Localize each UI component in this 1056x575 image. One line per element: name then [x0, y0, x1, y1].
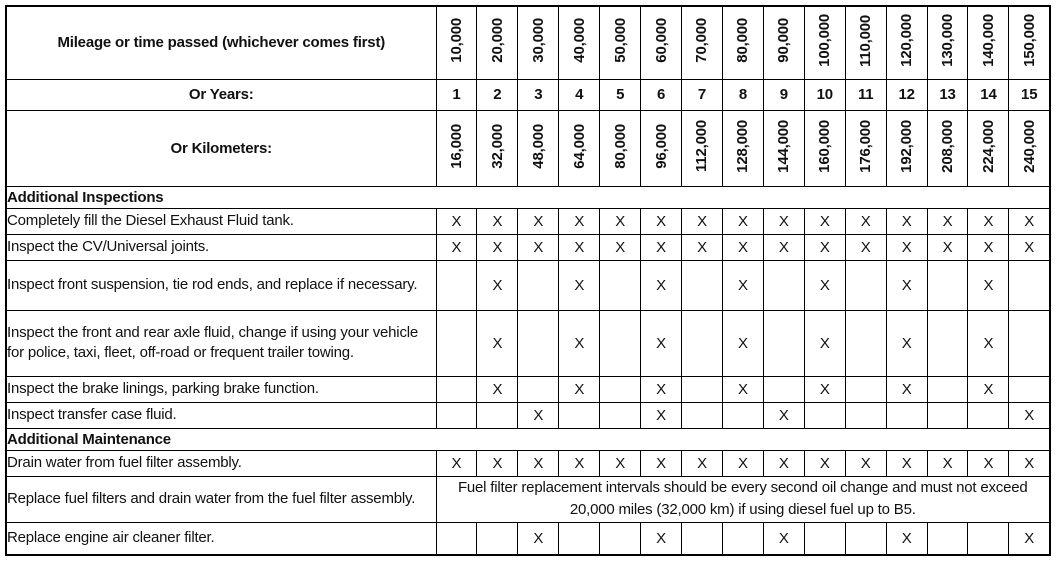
interval-mark-cell: X: [886, 260, 927, 310]
interval-mark-cell: X: [641, 208, 682, 234]
interval-mark-cell: X: [722, 208, 763, 234]
interval-mark-cell: [600, 522, 641, 555]
interval-mark-cell: X: [1009, 450, 1050, 476]
interval-mark-cell: X: [559, 450, 600, 476]
table-row: [6, 310, 1050, 376]
interval-mark-cell: [477, 522, 518, 555]
kilometer-column-header: [436, 110, 477, 186]
kilometer-column-header: [600, 110, 641, 186]
interval-mark-cell: [436, 310, 477, 376]
interval-mark-cell: X: [1009, 208, 1050, 234]
mileage-column-header: [804, 6, 845, 79]
year-value-cell: 8: [722, 79, 763, 110]
interval-mark-cell: X: [518, 208, 559, 234]
section-title: Additional Inspections: [6, 186, 1050, 208]
kilometer-column-header: [1009, 110, 1050, 186]
interval-mark-cell: X: [804, 208, 845, 234]
interval-mark-cell: [600, 402, 641, 428]
kilometer-value-rotated: 48,000: [529, 123, 547, 169]
year-value-cell: 5: [600, 79, 641, 110]
interval-mark-cell: [845, 260, 886, 310]
mileage-value-rotated: 30,000: [529, 18, 547, 64]
year-value-cell: 6: [641, 79, 682, 110]
interval-mark-cell: X: [886, 522, 927, 555]
year-value-cell: 9: [763, 79, 804, 110]
year-value-cell: 4: [559, 79, 600, 110]
interval-mark-cell: X: [722, 376, 763, 402]
interval-mark-cell: [477, 402, 518, 428]
interval-mark-cell: X: [804, 376, 845, 402]
interval-mark-cell: X: [477, 310, 518, 376]
interval-mark-cell: [763, 260, 804, 310]
interval-mark-cell: X: [763, 402, 804, 428]
interval-mark-cell: [518, 376, 559, 402]
kilometer-value-rotated: 64,000: [570, 123, 588, 169]
interval-mark-cell: X: [845, 208, 886, 234]
interval-mark-cell: X: [518, 450, 559, 476]
interval-mark-cell: [845, 402, 886, 428]
interval-mark-cell: X: [845, 450, 886, 476]
kilometer-value-rotated: 128,000: [734, 119, 752, 173]
interval-mark-cell: [682, 402, 723, 428]
task-label: Inspect the brake linings, parking brake function.: [6, 376, 436, 402]
interval-mark-cell: X: [600, 450, 641, 476]
section-header-row: [6, 428, 1050, 450]
interval-mark-cell: [927, 310, 968, 376]
section-header-row: [6, 186, 1050, 208]
interval-mark-cell: [436, 260, 477, 310]
interval-mark-cell: [927, 522, 968, 555]
year-value-cell: 2: [477, 79, 518, 110]
interval-mark-cell: X: [804, 310, 845, 376]
interval-mark-cell: X: [968, 234, 1009, 260]
maintenance-schedule-table: [5, 5, 1051, 556]
table-row: [6, 450, 1050, 476]
task-label: Drain water from fuel filter assembly.: [6, 450, 436, 476]
interval-mark-cell: X: [886, 450, 927, 476]
mileage-value-rotated: 140,000: [979, 14, 997, 68]
kilometer-column-header: [886, 110, 927, 186]
interval-mark-cell: X: [763, 234, 804, 260]
interval-mark-cell: [559, 402, 600, 428]
mileage-column-header: [477, 6, 518, 79]
kilometer-column-header: [682, 110, 723, 186]
interval-mark-cell: [968, 402, 1009, 428]
interval-mark-cell: X: [968, 310, 1009, 376]
task-label: Inspect the front and rear axle fluid, change if using your vehicle for police, taxi, fleet, off-road or frequent trailer towing.: [6, 310, 436, 376]
kilometer-column-header: [477, 110, 518, 186]
interval-mark-cell: [845, 310, 886, 376]
section-title: Additional Maintenance: [6, 428, 1050, 450]
mileage-value-rotated: 150,000: [1020, 14, 1038, 68]
year-value-cell: 13: [927, 79, 968, 110]
interval-mark-cell: X: [682, 234, 723, 260]
mileage-column-header: [518, 6, 559, 79]
interval-mark-cell: X: [722, 234, 763, 260]
interval-mark-cell: X: [641, 310, 682, 376]
interval-mark-cell: X: [886, 208, 927, 234]
mileage-value-rotated: 100,000: [816, 14, 834, 68]
task-label: Inspect front suspension, tie rod ends, and replace if necessary.: [6, 260, 436, 310]
kilometer-column-header: [559, 110, 600, 186]
interval-mark-cell: X: [641, 522, 682, 555]
mileage-value-rotated: 80,000: [734, 18, 752, 64]
interval-mark-cell: X: [886, 310, 927, 376]
kilometer-column-header: [763, 110, 804, 186]
interval-mark-cell: X: [804, 234, 845, 260]
mileage-value-rotated: 40,000: [570, 18, 588, 64]
interval-mark-cell: X: [722, 310, 763, 376]
mileage-value-rotated: 120,000: [898, 14, 916, 68]
mileage-column-header: [845, 6, 886, 79]
year-value-cell: 10: [804, 79, 845, 110]
interval-mark-cell: X: [477, 260, 518, 310]
task-label: Inspect the CV/Universal joints.: [6, 234, 436, 260]
interval-mark-cell: [927, 376, 968, 402]
interval-mark-cell: X: [763, 208, 804, 234]
kilometer-value-rotated: 192,000: [898, 119, 916, 173]
kilometer-column-header: [518, 110, 559, 186]
interval-mark-cell: [886, 402, 927, 428]
interval-mark-cell: X: [927, 450, 968, 476]
interval-mark-cell: X: [436, 450, 477, 476]
table-row: [6, 476, 1050, 522]
interval-mark-cell: X: [927, 234, 968, 260]
interval-mark-cell: X: [477, 208, 518, 234]
table-row: [6, 376, 1050, 402]
interval-mark-cell: [1009, 310, 1050, 376]
mileage-value-rotated: 110,000: [857, 14, 875, 67]
interval-mark-cell: X: [559, 376, 600, 402]
interval-mark-cell: X: [641, 234, 682, 260]
interval-mark-cell: X: [641, 402, 682, 428]
mileage-column-header: [927, 6, 968, 79]
mileage-value-rotated: 130,000: [939, 14, 957, 68]
interval-mark-cell: [436, 376, 477, 402]
kilometer-column-header: [845, 110, 886, 186]
kilometers-header-label: Or Kilometers:: [6, 110, 436, 186]
interval-mark-cell: [722, 522, 763, 555]
interval-mark-cell: X: [518, 234, 559, 260]
year-value-cell: 15: [1009, 79, 1050, 110]
kilometer-column-header: [968, 110, 1009, 186]
interval-mark-cell: [763, 310, 804, 376]
task-label: Replace engine air cleaner filter.: [6, 522, 436, 555]
interval-mark-cell: [600, 310, 641, 376]
interval-mark-cell: [1009, 376, 1050, 402]
mileage-column-header: [600, 6, 641, 79]
interval-mark-cell: X: [968, 450, 1009, 476]
table-row: [6, 234, 1050, 260]
mileage-value-rotated: 90,000: [775, 18, 793, 64]
interval-mark-cell: X: [968, 376, 1009, 402]
mileage-value-rotated: 60,000: [652, 18, 670, 64]
interval-mark-cell: X: [600, 208, 641, 234]
interval-mark-cell: [1009, 260, 1050, 310]
kilometer-value-rotated: 208,000: [939, 119, 957, 173]
mileage-column-header: [968, 6, 1009, 79]
kilometer-value-rotated: 112,000: [693, 120, 711, 172]
interval-mark-cell: [436, 402, 477, 428]
mileage-column-header: [682, 6, 723, 79]
mileage-column-header: [886, 6, 927, 79]
interval-mark-cell: X: [436, 208, 477, 234]
interval-mark-cell: [518, 260, 559, 310]
interval-mark-cell: X: [641, 376, 682, 402]
interval-mark-cell: X: [641, 260, 682, 310]
interval-mark-cell: X: [436, 234, 477, 260]
kilometer-column-header: [804, 110, 845, 186]
task-label: Completely fill the Diesel Exhaust Fluid tank.: [6, 208, 436, 234]
mileage-column-header: [1009, 6, 1050, 79]
mileage-column-header: [763, 6, 804, 79]
interval-mark-cell: [436, 522, 477, 555]
kilometer-column-header: [722, 110, 763, 186]
interval-mark-cell: [682, 310, 723, 376]
kilometer-value-rotated: 224,000: [979, 119, 997, 173]
task-label: Inspect transfer case fluid.: [6, 402, 436, 428]
year-value-cell: 7: [682, 79, 723, 110]
interval-mark-cell: X: [722, 260, 763, 310]
interval-mark-cell: [722, 402, 763, 428]
interval-mark-cell: X: [927, 208, 968, 234]
mileage-column-header: [722, 6, 763, 79]
kilometer-value-rotated: 96,000: [652, 123, 670, 169]
mileage-value-rotated: 70,000: [693, 18, 711, 64]
interval-mark-cell: X: [968, 260, 1009, 310]
mileage-value-rotated: 50,000: [611, 18, 629, 64]
year-value-cell: 1: [436, 79, 477, 110]
kilometer-column-header: [927, 110, 968, 186]
interval-mark-cell: X: [886, 234, 927, 260]
table-row: [6, 522, 1050, 555]
table-row: [6, 208, 1050, 234]
interval-mark-cell: [682, 522, 723, 555]
interval-mark-cell: X: [763, 522, 804, 555]
interval-mark-cell: X: [559, 208, 600, 234]
kilometer-value-rotated: 160,000: [816, 119, 834, 173]
header-row-years: [6, 79, 1050, 110]
interval-mark-cell: X: [518, 522, 559, 555]
mileage-column-header: [641, 6, 682, 79]
interval-mark-cell: [845, 376, 886, 402]
interval-mark-cell: [845, 522, 886, 555]
interval-mark-cell: X: [559, 234, 600, 260]
interval-mark-cell: X: [804, 450, 845, 476]
interval-mark-cell: [559, 522, 600, 555]
kilometer-value-rotated: 176,000: [857, 119, 875, 173]
interval-mark-cell: X: [477, 234, 518, 260]
interval-mark-cell: [927, 260, 968, 310]
interval-mark-cell: X: [722, 450, 763, 476]
fuel-filter-note: Fuel filter replacement intervals should be every second oil change and must not exceed 20,000 miles (32,000 km) if using diesel fuel up to B5.: [436, 476, 1050, 522]
interval-mark-cell: [682, 376, 723, 402]
years-header-label: Or Years:: [6, 79, 436, 110]
interval-mark-cell: [927, 402, 968, 428]
interval-mark-cell: [682, 260, 723, 310]
header-row-kilometers: [6, 110, 1050, 186]
year-value-cell: 14: [968, 79, 1009, 110]
table-row: [6, 260, 1050, 310]
interval-mark-cell: X: [1009, 234, 1050, 260]
interval-mark-cell: X: [682, 450, 723, 476]
kilometer-column-header: [641, 110, 682, 186]
interval-mark-cell: X: [886, 376, 927, 402]
mileage-header-label: Mileage or time passed (whichever comes first): [6, 6, 436, 79]
interval-mark-cell: X: [477, 450, 518, 476]
interval-mark-cell: [518, 310, 559, 376]
interval-mark-cell: [804, 522, 845, 555]
year-value-cell: 12: [886, 79, 927, 110]
interval-mark-cell: X: [804, 260, 845, 310]
kilometer-value-rotated: 240,000: [1020, 119, 1038, 173]
interval-mark-cell: X: [1009, 522, 1050, 555]
interval-mark-cell: X: [559, 310, 600, 376]
interval-mark-cell: X: [518, 402, 559, 428]
kilometer-value-rotated: 144,000: [775, 119, 793, 173]
interval-mark-cell: [763, 376, 804, 402]
interval-mark-cell: X: [1009, 402, 1050, 428]
mileage-value-rotated: 10,000: [447, 18, 465, 64]
header-row-mileage: [6, 6, 1050, 79]
year-value-cell: 11: [845, 79, 886, 110]
interval-mark-cell: [600, 376, 641, 402]
interval-mark-cell: X: [845, 234, 886, 260]
kilometer-value-rotated: 32,000: [488, 123, 506, 169]
interval-mark-cell: [804, 402, 845, 428]
year-value-cell: 3: [518, 79, 559, 110]
table-row: [6, 402, 1050, 428]
interval-mark-cell: X: [682, 208, 723, 234]
mileage-value-rotated: 20,000: [488, 18, 506, 64]
kilometer-value-rotated: 80,000: [611, 123, 629, 169]
interval-mark-cell: [600, 260, 641, 310]
kilometer-value-rotated: 16,000: [447, 123, 465, 169]
mileage-column-header: [559, 6, 600, 79]
interval-mark-cell: X: [600, 234, 641, 260]
interval-mark-cell: X: [559, 260, 600, 310]
mileage-column-header: [436, 6, 477, 79]
interval-mark-cell: X: [477, 376, 518, 402]
interval-mark-cell: X: [641, 450, 682, 476]
interval-mark-cell: X: [763, 450, 804, 476]
interval-mark-cell: X: [968, 208, 1009, 234]
task-label: Replace fuel filters and drain water from the fuel filter assembly.: [6, 476, 436, 522]
interval-mark-cell: [968, 522, 1009, 555]
